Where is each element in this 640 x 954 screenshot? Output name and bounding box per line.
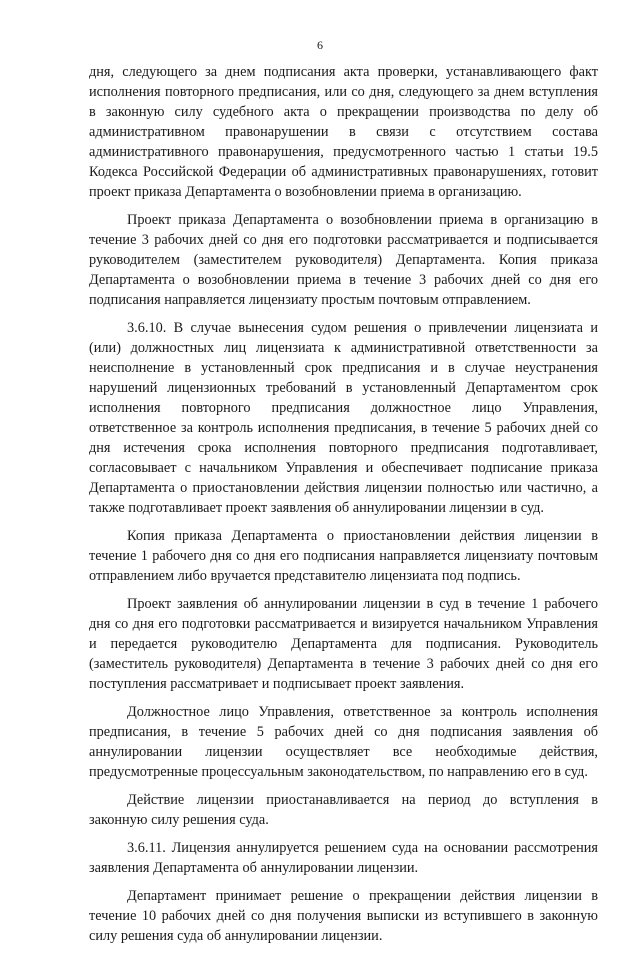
paragraph-3-section-3-6-10: 3.6.10. В случае вынесения судом решения о привлечении лицензиата и (или) должностных лиц лицензиата к административной ответственности за неисполнение в установленный срок предписания и в случае неустранения нарушений лицензионных требований в установленный Департаментом срок исполнения повторного предписания должностное лицо Управления, ответственное за контроль исполнения предписания, в течение 5 рабочих дней со дня истечения срока исполнения повторного предписания подготавливает, согласовывает с начальником Управления и обеспечивает подписание приказа Департамента о приостановлении действия лицензии полностью или частично, а также подготавливает проект заявления об аннулировании лицензии в суд. <box>89 320 598 516</box>
paragraph-4: Копия приказа Департамента о приостановлении действия лицензии в течение 1 рабочего дня со дня его подписания направляется лицензиату почтовым отправлением либо вручается представителю лицензиата под подпись. <box>89 528 598 584</box>
paragraph-1: дня, следующего за днем подписания акта проверки, устанавливающего факт исполнения повторного предписания, или со дня, следующего за днем вступления в законную силу судебного акта о прекращении производства по делу об административном правонарушении в связи с отсутствием состава административного правонарушения, предусмотренного частью 1 статьи 19.5 Кодекса Российской Федерации об административных правонарушениях, готовит проект приказа Департамента о возобновлении приема в организацию. <box>89 64 598 200</box>
paragraph-9: Департамент принимает решение о прекращении действия лицензии в течение 10 рабочих дней со дня получения выписки из вступившего в законную силу решения суда об аннулировании лицензии. <box>89 888 598 944</box>
page-number: 6 <box>317 38 323 52</box>
paragraph-6: Должностное лицо Управления, ответственное за контроль исполнения предписания, в течение 5 рабочих дней со дня подписания заявления об аннулировании лицензии осуществляет все необходимые действия, предусмотренные процессуальным законодательством, по направлению его в суд. <box>89 704 598 780</box>
paragraph-7: Действие лицензии приостанавливается на период до вступления в законную силу решения суда. <box>89 792 598 828</box>
paragraph-5: Проект заявления об аннулировании лицензии в суд в течение 1 рабочего дня со дня его подготовки рассматривается и визируется начальником Управления и передается руководителю Департамента для подписания. Руководитель (заместитель руководителя) Департамента в течение 3 рабочих дней со дня его поступления рассматривает и подписывает проект заявления. <box>89 596 598 692</box>
document-body <box>89 62 598 954</box>
paragraph-2: Проект приказа Департамента о возобновлении приема в организацию в течение 3 рабочих дней со дня его подготовки рассматривается и подписывается руководителем (заместителем руководителя) Департамента. Копия приказа Департамента о возобновлении приема в течение 3 рабочих дней со дня его подписания направляется лицензиату простым почтовым отправлением. <box>89 212 598 308</box>
paragraph-8-section-3-6-11: 3.6.11. Лицензия аннулируется решением суда на основании рассмотрения заявления Департамента об аннулировании лицензии. <box>89 840 598 876</box>
